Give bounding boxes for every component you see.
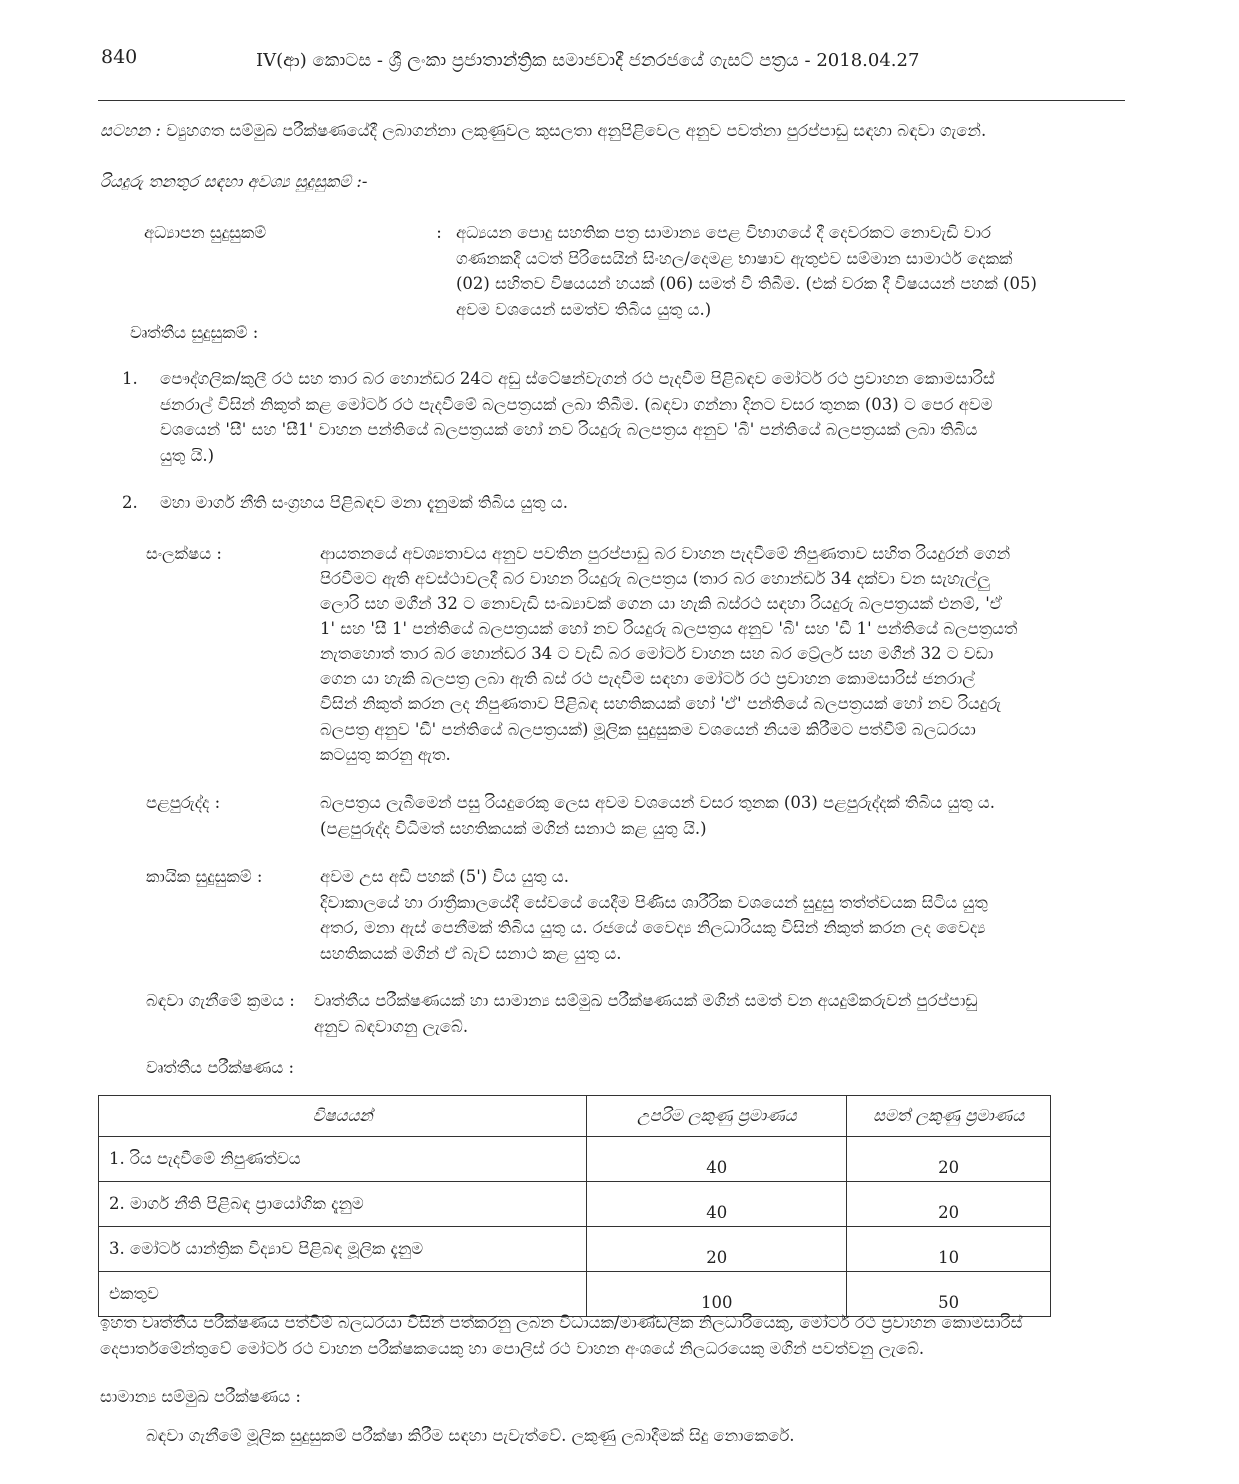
summary-line: පිරවීමට ඇති අවස්ථාවලදී බර වාහන රියදුරු බලපත්‍රය (තාර බර හොන්ඩර් 34 දක්වා වන සැහැල්ලු — [320, 569, 990, 589]
exam-label: වෘත්තීය පරීක්ෂණය : — [146, 1058, 295, 1077]
experience-label: පළපුරුද්ද : — [146, 793, 221, 812]
summary-line: ගෙන යා හැකි බලපත්‍ර ලබා ඇති බස් රථ පැදවීම සඳහා මෝටර් රථ ප්‍රවාහන කොමසාරිස් ජනරාල් — [320, 669, 975, 689]
exam-note-line: දෙපාර්තමේන්තුවේ මෝටර් රථ වාහන පරීක්ෂකයෙකු හා පොලිස් රථ වාහන අංශයේ නිලධරයෙකු මගින් පවත්වනු ලැබේ. — [100, 1338, 925, 1358]
professional-item-2: මහා මාර්ග නීති සංග්‍රහය පිළිබඳව මනා දැනුමක් තිබිය යුතු ය. — [160, 493, 568, 512]
max-marks-cell: 40 — [587, 1182, 847, 1227]
experience-line: (පළපුරුද්ද විධිමත් සහතිකයක් මගින් සනාථ කළ යුතු යි.) — [320, 818, 707, 838]
education-line: ගණනකදී යටත් පිරිසෙයින් සිංහල/දෙමළ භාෂාව ඇතුළුව සම්මාන සාමාර්ථ දෙකක් — [456, 248, 1013, 268]
table-row — [99, 1227, 1051, 1272]
note — [100, 118, 1130, 144]
table-row — [99, 1137, 1051, 1182]
exam-note-line: ඉහත වෘත්තීය පරීක්ෂණය පත්වීම් බලධරයා විසින් පත්කරනු ලබන විධායක/මාණ්ඩලික නිලධාරියෙකු, මෝටර් රථ ප්‍රවාහන කොමසාරිස් — [100, 1313, 1023, 1332]
professional-label: වෘත්තීය සුදුසුකම් : — [130, 323, 259, 342]
professional-item-number: 1. — [122, 369, 138, 388]
education-line: අධ්‍යයන පොදු සහතික පත්‍ර සාමාන්‍ය පෙළ විභාගයේ දී දෙවරකට නොවැඩි වාර — [456, 223, 992, 242]
physical-line: අතර, මනා ඇස් පෙනීමක් තිබිය යුතු ය. රජයේ වෛද්‍ය නිලධාරියකු විසින් නිකුත් කරන ලද වෛද්‍ය — [320, 918, 986, 938]
summary-line: බලපත්‍ර අනුව 'ඩී' පන්තියේ බලපත්‍රයක්) මූලික සුදුසුකම වශයෙන් නියම කිරීමට පත්වීම් බලධරයා — [320, 719, 976, 739]
max-marks-cell: 20 — [587, 1227, 847, 1272]
physical-line: දිවාකාලයේ හා රාත්‍රීකාලයේදී සේවයේ යෙදීම පිණිස ශාරීරික වශයෙන් සුදුසු තත්ත්වයක සිටිය යුතු — [320, 892, 988, 912]
professional-line: පෞද්ගලික/කුලී රථ සහ තාර බර හොන්ඩර 24ට අඩු ස්ටේෂන්වැගන් රථ පැදවීම පිළිබඳව මෝටර් රථ ප්‍රවාහන කොමසාරිස් — [160, 369, 995, 388]
subject-cell: 2. මාර්ග නීති පිළිබඳ ප්‍රායෝගික දැනුම — [99, 1182, 587, 1227]
summary-line: නැතහොත් තාර බර හොන්ඩර 34 ට වැඩි බර මෝටර් වාහන සහ බර ට්‍රේලර් සහ මගීන් 32 ට වඩා — [320, 644, 994, 664]
summary-label: සංලක්ෂය : — [146, 544, 222, 563]
summary-line: විසින් නිකුත් කරන ලද නිපුණතාව පිළිබඳ සහතිකයක් හෝ 'ඒ' පන්තියේ බලපත්‍රයක් හෝ නව රියදුරු — [320, 694, 1002, 714]
pass-marks-cell: 20 — [847, 1137, 1051, 1182]
education-text — [456, 220, 1124, 322]
subject-cell: 1. රිය පැදවීමේ නිපුණත්වය — [99, 1137, 587, 1182]
physical-text — [320, 864, 1124, 966]
summary-text — [320, 541, 1124, 767]
pass-marks-total-cell: 50 — [847, 1272, 1051, 1317]
note-text: ව්‍යුහගත සම්මුඛ පරීක්ෂණයේදී ලබාගන්නා ලකුණුවල කුසලතා අනුපිළිවෙල අනුව පවත්නා පුරප්පාඩු සඳහා බඳවා ගැනේ. — [166, 121, 987, 140]
professional-line: වශයෙන් 'සී' සහ 'සී1' වාහන පන්තියේ බලපත්‍රයක් හෝ නව රියදුරු බලපත්‍රය අනුව 'බී' පන්තියේ බලපත්‍රයක් ලබා තිබිය — [160, 420, 978, 440]
header-max-marks: උපරිම ලකුණු ප්‍රමාණය — [587, 1096, 847, 1137]
pass-marks-cell: 20 — [847, 1182, 1051, 1227]
education-label: අධ්‍යාපන සුදුසුකම් — [144, 223, 267, 242]
header-rule — [98, 100, 1125, 101]
physical-label: කායික සුදුසුකම් : — [146, 867, 263, 886]
professional-line: ජනරාල් විසින් නිකුත් කළ මෝටර් රථ පැදවීමේ බලපත්‍රයක් ලබා තිබීම. (බඳවා ගන්නා දිනට වසර තුනක (03) ට පෙර අවම — [160, 394, 993, 414]
subject-cell: 3. මෝටර් යාන්ත්‍රික විද්‍යාව පිළිබඳ මූලික දැනුම — [99, 1227, 587, 1272]
experience-text — [320, 790, 1124, 841]
general-interview-label: සාමාන්‍ය සම්මුඛ පරීක්ෂණය : — [100, 1387, 301, 1406]
professional-line: යුතු යි.) — [160, 445, 215, 465]
note-label: සටහන : — [100, 121, 161, 140]
experience-line: බලපත්‍රය ලැබීමෙන් පසු රියදුරෙකු ලෙස අවම වශයෙන් වසර තුනක (03) පළපුරුද්දක් තිබිය යුතු ය. — [320, 793, 995, 812]
summary-line: කටයුතු කරනු ඇත. — [320, 744, 451, 764]
exam-note — [100, 1310, 1124, 1361]
header-pass-marks: සමත් ලකුණු ප්‍රමාණය — [847, 1096, 1051, 1137]
education-line: අවම වශයෙන් සමත්ව තිබිය යුතු ය.) — [456, 299, 712, 319]
max-marks-cell: 40 — [587, 1137, 847, 1182]
section-title: රියදුරු තනතුර සඳහා අවශ්‍ය සුදුසුකම් :- — [100, 172, 368, 191]
physical-line: සහතිකයක් මගින් ඒ බැව් සනාථ කළ යුතු ය. — [320, 943, 622, 963]
professional-item-number: 2. — [122, 493, 138, 512]
header-subjects: විෂයයන් — [99, 1096, 587, 1137]
summary-line: 1' සහ 'සී 1' පන්තියේ බලපත්‍රයක් හෝ නව රියදුරු බලපත්‍රය අනුව 'බී' සහ 'ඩී 1' පන්තියේ බලපත්‍රයත් — [320, 619, 1018, 639]
recruitment-line: වෘත්තීය පරීක්ෂණයක් හා සාමාන්‍ය සම්මුඛ පරීක්ෂණයක් මගින් සමත් වන අයදුම්කරුවන් පුරප්පාඩු — [314, 991, 978, 1010]
recruitment-label: බඳවා ගැනීමේ ක්‍රමය : — [146, 991, 295, 1010]
table-row — [99, 1182, 1051, 1227]
education-line: (02) සහිතව විෂයයන් හයක් (06) සමත් වී තිබීම. (එක් වරක දී විෂයයන් පහක් (05) — [456, 274, 1037, 294]
recruitment-text — [314, 988, 1124, 1039]
professional-item-1 — [160, 366, 1124, 468]
recruitment-line: අනුව බඳවාගනු ලැබේ. — [314, 1016, 469, 1036]
summary-line: ආයතනයේ අවශ්‍යතාවය අනුව පවතින පුරප්පාඩු බර වාහන පැදවීමේ නිපුණතාව සහිත රියදුරන් ගෙන් — [320, 544, 1011, 563]
education-colon: : — [436, 223, 442, 242]
table-header-row — [99, 1096, 1051, 1137]
total-label-cell: එකතුව — [99, 1272, 587, 1317]
running-head: IV(ආ) කොටස - ශ්‍රී ලංකා ප්‍රජාතාන්ත්‍රික සමාජවාදී ජනරජයේ ගැසට් පත්‍රය - 2018.04.27 — [256, 50, 920, 71]
physical-line: අවම උස අඩි පහක් (5') විය යුතු ය. — [320, 867, 570, 886]
exam-table — [98, 1095, 1051, 1317]
general-interview-text: බඳවා ගැනීමේ මූලික සුදුසුකම් පරීක්ෂා කිරීම සඳහා පැවැත්වේ. ලකුණු ලබාදීමක් සිදු නොකෙරේ. — [146, 1426, 795, 1445]
page-number: 840 — [101, 46, 138, 68]
pass-marks-cell: 10 — [847, 1227, 1051, 1272]
max-marks-total-cell: 100 — [587, 1272, 847, 1317]
summary-line: ලොරි සහ මගීන් 32 ට නොවැඩි සංඛ්‍යාවක් ගෙන යා හැකි බස්රථ සඳහා රියදුරු බලපත්‍රයක් එනම්, 'ඒ — [320, 594, 1003, 614]
